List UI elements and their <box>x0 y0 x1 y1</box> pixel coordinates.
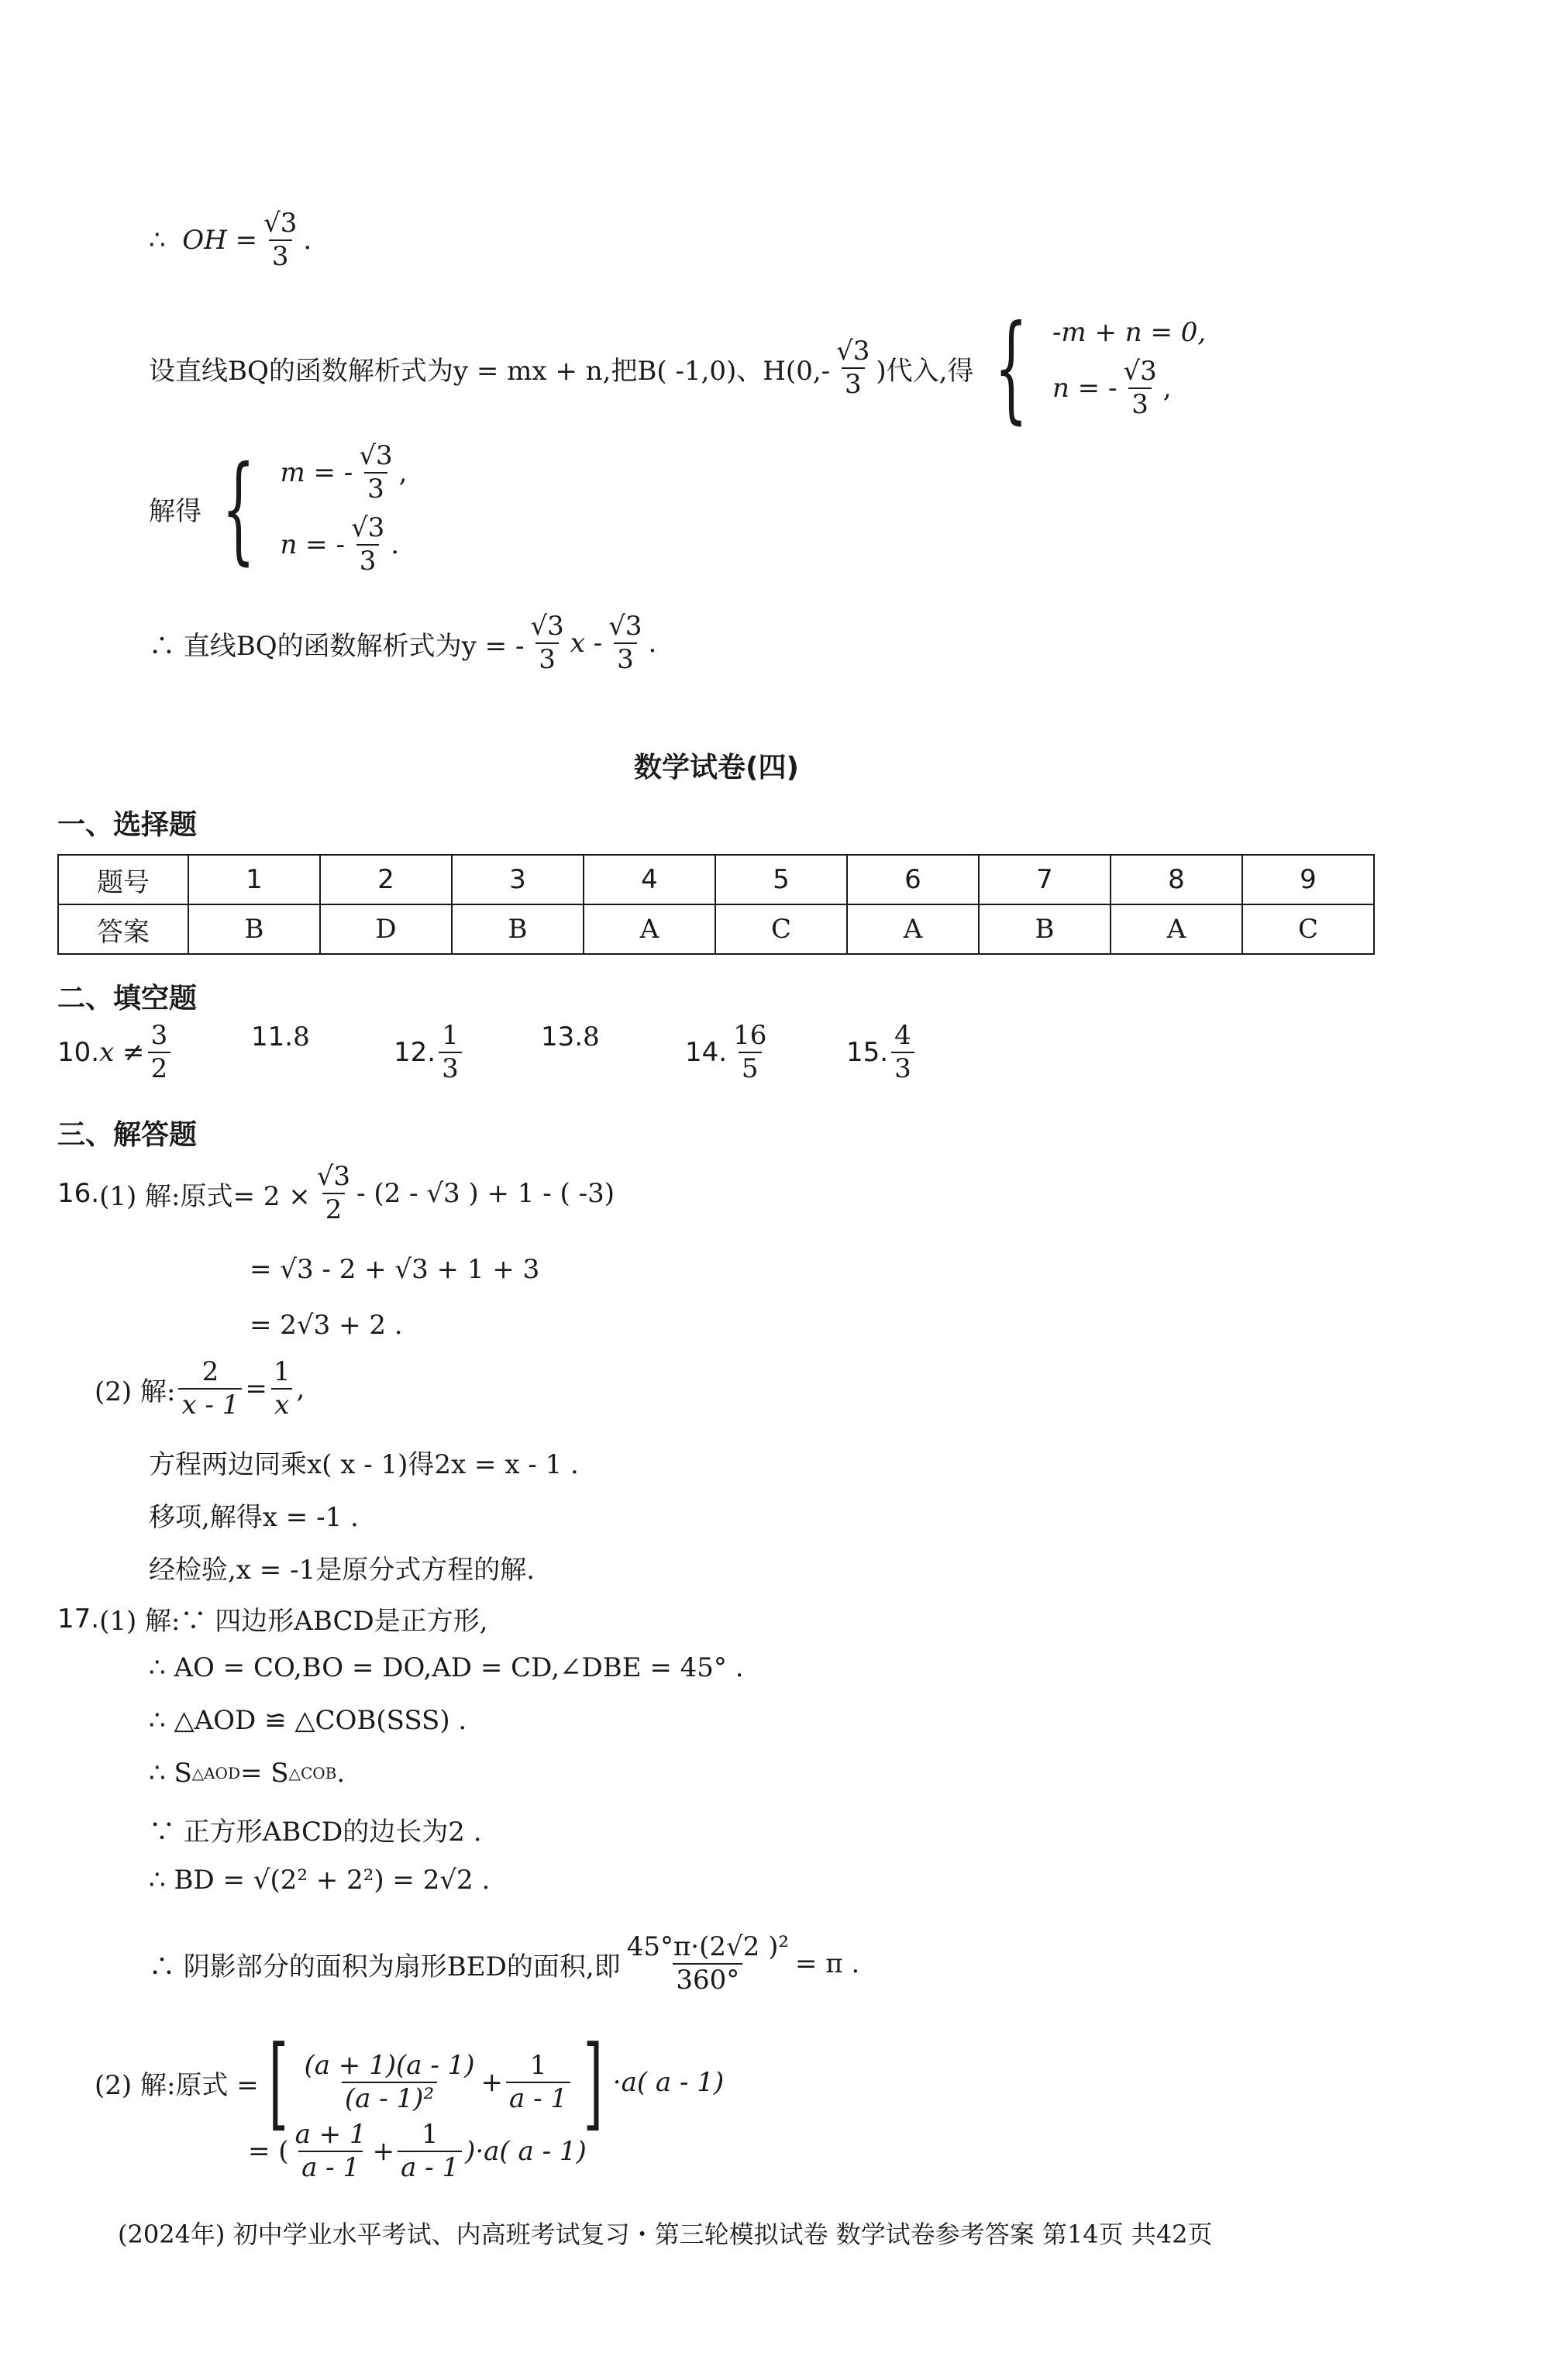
fill-item-13 <box>541 1021 600 1052</box>
left-brace: { <box>222 441 256 577</box>
q16-part2-line-1 <box>95 1358 305 1421</box>
denominator: a - 1 <box>298 2151 363 2182</box>
q17-line-7 <box>149 1933 859 1996</box>
fill-item-11 <box>251 1021 310 1052</box>
period: . <box>303 225 312 257</box>
fraction <box>506 2051 570 2114</box>
plus: + <box>372 2136 395 2168</box>
subscript: △AOD <box>191 1764 240 1782</box>
right-bracket: ] <box>583 2024 604 2141</box>
item-number: 13. <box>541 1021 584 1052</box>
part-label: (2) 解:原式 = <box>95 2069 259 2101</box>
period: . <box>648 628 657 660</box>
row-head-answer: 答案 <box>58 904 188 954</box>
table-row <box>58 855 1374 904</box>
numerator: 2 <box>201 1356 219 1387</box>
left-brace: { <box>994 301 1028 436</box>
fraction <box>292 2120 370 2183</box>
fraction <box>833 337 873 400</box>
q16-line-2: = √3 - 2 + √3 + 1 + 3 <box>250 1254 540 1285</box>
numerator: √3 <box>350 511 385 543</box>
left-bracket: [ <box>268 2024 288 2141</box>
numerator: √3 <box>530 611 564 642</box>
fraction <box>398 2120 462 2183</box>
numerator: 1 <box>273 1356 291 1387</box>
setup-text-2: )代入,得 <box>876 355 974 387</box>
table-cell: B <box>188 904 320 954</box>
setup-text: 设直线BQ的函数解析式为y = mx + n,把B( -1,0)、H(0,- <box>149 355 831 387</box>
denominator: 2 <box>148 1052 171 1083</box>
denominator: 3 <box>1128 387 1152 419</box>
exam-title: 数学试卷(四) <box>634 752 799 784</box>
numerator: √3 <box>316 1161 351 1192</box>
q17-line-2: ∴ AO = CO,BO = DO,AD = CD,∠DBE = 45° . <box>149 1652 744 1683</box>
fill-item-14 <box>685 1021 773 1084</box>
page-footer: (2024年) 初中学业水平考试、内高班考试复习・第三轮模拟试卷 数学试卷参考答案 第14页 共42页 <box>118 2220 1213 2249</box>
table-cell: 1 <box>188 855 320 904</box>
numerator: a + 1 <box>294 2119 367 2150</box>
fraction <box>439 1021 462 1084</box>
area-s2: = S <box>240 1758 289 1789</box>
fraction <box>178 1358 242 1421</box>
part-label: (2) 解: <box>95 1376 176 1407</box>
multiplier: ·a( a - 1) <box>612 2067 725 2098</box>
item-value: 8 <box>583 1021 600 1052</box>
question-number: 16. <box>57 1178 100 1210</box>
q17-line-3: ∴ △AOD ≌ △COB(SSS) . <box>149 1705 467 1736</box>
fill-item-15 <box>846 1021 918 1084</box>
table-cell: 2 <box>320 855 452 904</box>
fraction <box>624 1933 792 1996</box>
fraction <box>270 1358 294 1421</box>
section-solve: 三、解答题 <box>57 1119 198 1151</box>
fraction <box>314 1162 353 1225</box>
table-cell: A <box>847 904 979 954</box>
denominator: 3 <box>364 472 387 504</box>
table-cell: A <box>1111 904 1242 954</box>
numerator: √3 <box>1123 355 1157 387</box>
fraction <box>527 612 566 675</box>
item-prefix: x ≠ <box>99 1037 145 1069</box>
bq-setup-line <box>149 301 1207 436</box>
solution-system <box>280 442 407 577</box>
denominator: (a - 1)² <box>342 2082 437 2113</box>
section-fill: 二、填空题 <box>57 983 198 1014</box>
fraction <box>348 511 387 577</box>
table-row <box>58 904 1374 954</box>
q16-expr-start: (1) 解:原式= 2 × <box>99 1180 311 1212</box>
oh-lhs: OH = <box>182 225 258 257</box>
numerator: 45°π·(2√2 )² <box>626 1931 789 1962</box>
bq-result-line <box>149 612 656 675</box>
fraction <box>356 442 395 505</box>
numerator: 1 <box>442 1020 459 1051</box>
table-cell: 7 <box>979 855 1111 904</box>
fraction <box>148 1021 171 1084</box>
q17-part2-line-2 <box>248 2120 587 2183</box>
numerator: 3 <box>150 1020 168 1051</box>
item-number: 15. <box>846 1037 889 1069</box>
q17-line-6: ∴ BD = √(2² + 2²) = 2√2 . <box>149 1865 491 1896</box>
solve-label: 解得 <box>149 496 201 528</box>
fill-item-12 <box>394 1021 465 1084</box>
equation-system <box>1052 317 1206 420</box>
n-lhs: n = - <box>280 529 345 561</box>
table-cell: 9 <box>1242 855 1374 904</box>
fill-item-10 <box>57 1021 174 1084</box>
numerator: √3 <box>608 611 642 642</box>
denominator: 360° <box>673 1963 742 1995</box>
q16-part2-line-3: 移项,解得x = -1 . <box>149 1502 359 1533</box>
denominator: x <box>271 1388 292 1420</box>
subscript: △COB <box>288 1764 337 1782</box>
q16-line-3: = 2√3 + 2 . <box>250 1310 403 1341</box>
numerator: 4 <box>894 1020 911 1051</box>
answer-table <box>57 854 1375 955</box>
q16-expr-end: - (2 - √3 ) + 1 - ( -3) <box>356 1178 615 1210</box>
area-s1: ∴ S <box>149 1758 192 1789</box>
fraction <box>1120 357 1159 420</box>
numerator: √3 <box>359 440 393 471</box>
q17-text: (1) 解:∵ 四边形ABCD是正方形, <box>99 1606 488 1637</box>
equals: = <box>245 1373 267 1405</box>
equals-paren: = ( <box>248 2136 289 2168</box>
q17-part2-line-1 <box>95 2024 725 2141</box>
table-cell: 3 <box>452 855 584 904</box>
table-cell: C <box>1242 904 1374 954</box>
numerator: 16 <box>733 1020 767 1051</box>
equation-2-lhs: n = - <box>1052 373 1117 404</box>
denominator: 2 <box>322 1193 346 1224</box>
denominator: 3 <box>891 1052 914 1083</box>
q17-line-5: ∵ 正方形ABCD的边长为2 . <box>149 1817 482 1848</box>
denominator: 3 <box>269 239 292 271</box>
denominator: 3 <box>842 367 865 399</box>
plus: + <box>480 2067 504 2098</box>
denominator: 3 <box>356 544 380 576</box>
numerator: 1 <box>421 2119 439 2150</box>
q16-part2-line-2: 方程两边同乘x( x - 1)得2x = x - 1 . <box>149 1449 579 1480</box>
table-cell: 6 <box>847 855 979 904</box>
numerator: √3 <box>836 335 870 367</box>
q17-line-1 <box>57 1600 488 1638</box>
table-cell: B <box>452 904 584 954</box>
table-cell: 8 <box>1111 855 1242 904</box>
period: . <box>336 1758 346 1789</box>
item-number: 10. <box>57 1037 100 1069</box>
result-text: ∴ 直线BQ的函数解析式为y = - <box>149 630 525 662</box>
period: . <box>391 529 400 561</box>
denominator: 3 <box>439 1052 462 1083</box>
x-minus: x - <box>570 628 603 660</box>
section-choice: 一、选择题 <box>57 809 198 841</box>
denominator: 5 <box>739 1052 762 1083</box>
table-cell: A <box>584 904 715 954</box>
fraction <box>605 612 645 675</box>
table-cell: B <box>979 904 1111 954</box>
denominator: a - 1 <box>398 2151 462 2182</box>
table-cell: C <box>715 904 847 954</box>
comma: , <box>296 1373 305 1405</box>
q17-line-4 <box>149 1758 345 1789</box>
result: = π . <box>795 1948 860 1980</box>
item-number: 11. <box>251 1021 294 1052</box>
denominator: x - 1 <box>178 1388 242 1420</box>
denominator: 3 <box>535 642 559 674</box>
table-cell: 4 <box>584 855 715 904</box>
fraction <box>730 1021 770 1084</box>
numerator: (a + 1)(a - 1) <box>304 2049 475 2081</box>
fraction <box>891 1021 914 1084</box>
denominator: 3 <box>614 642 637 674</box>
numerator: √3 <box>263 208 298 239</box>
multiplier: )·a( a - 1) <box>465 2136 587 2168</box>
denominator: a - 1 <box>506 2082 570 2113</box>
solve-line <box>149 442 407 577</box>
oh-line <box>149 209 312 272</box>
fraction <box>301 2051 477 2114</box>
row-head-number: 题号 <box>58 855 188 904</box>
comma: , <box>398 457 408 489</box>
item-number: 14. <box>685 1037 728 1069</box>
item-value: 8 <box>293 1021 310 1052</box>
comma: , <box>1162 373 1172 404</box>
sector-text: ∴ 阴影部分的面积为扇形BED的面积,即 <box>149 1951 621 1982</box>
q16-part2-line-4: 经检验,x = -1是原分式方程的解. <box>149 1555 535 1586</box>
question-number: 17. <box>57 1603 100 1634</box>
q16-line-1 <box>57 1162 615 1225</box>
table-cell: 5 <box>715 855 847 904</box>
table-cell: D <box>320 904 452 954</box>
equation-1: -m + n = 0, <box>1052 316 1207 348</box>
therefore-symbol: ∴ <box>149 225 166 257</box>
item-number: 12. <box>394 1037 436 1069</box>
numerator: 1 <box>529 2049 547 2081</box>
fraction <box>260 209 300 272</box>
m-lhs: m = - <box>280 457 353 489</box>
